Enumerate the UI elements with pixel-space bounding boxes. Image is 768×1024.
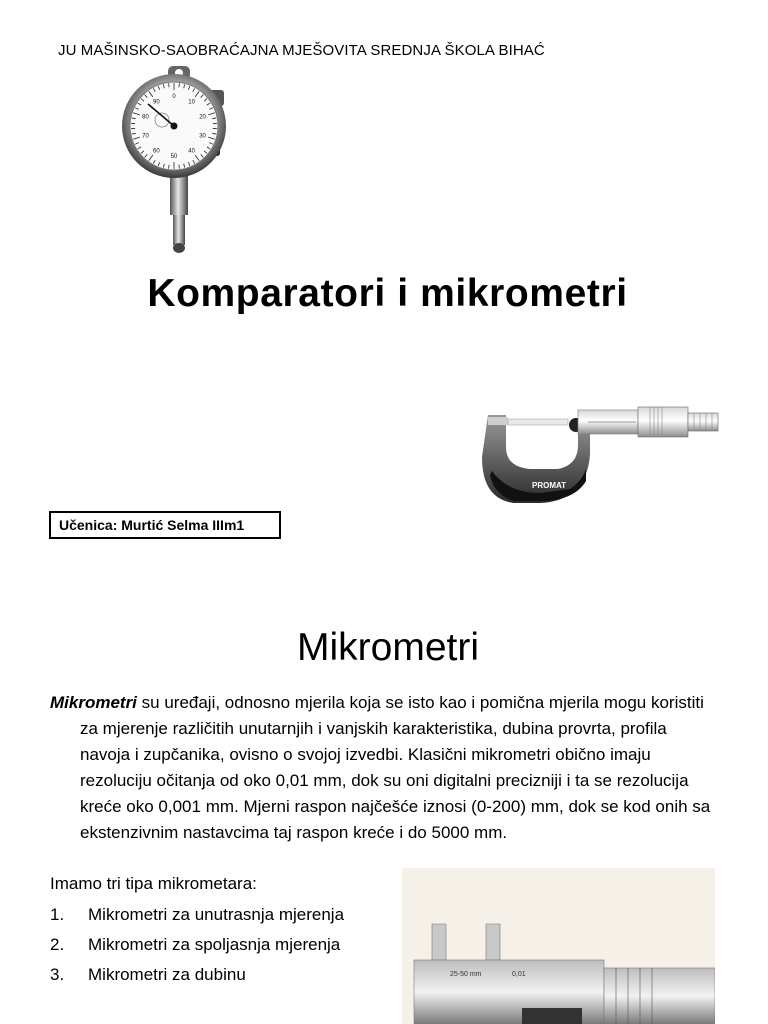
inside-mic-resolution-text: 0,01 xyxy=(512,971,526,978)
list-item xyxy=(50,965,246,985)
intro-paragraph xyxy=(50,690,720,846)
dial-tick xyxy=(169,165,170,169)
dial-number: 60 xyxy=(153,148,160,155)
list-text: Mikrometri za unutrasnja mjerenja xyxy=(88,905,345,924)
section-heading: Mikrometri xyxy=(297,626,479,669)
dial-number: 20 xyxy=(199,114,206,121)
dial-tick xyxy=(179,83,180,87)
page-title: Komparatori i mikrometri xyxy=(147,272,628,315)
dial-number: 40 xyxy=(188,148,195,155)
list-item xyxy=(50,935,340,955)
inside-micrometer-image xyxy=(402,868,715,1024)
inside-mic-scale-text: 25-50 mm xyxy=(450,971,482,978)
micrometer-brand-text: PROMAT xyxy=(532,481,567,490)
dial-number: 70 xyxy=(142,133,149,140)
dial-number: 30 xyxy=(199,133,206,140)
dial-tick xyxy=(179,165,180,169)
list-number: 1. xyxy=(50,905,65,924)
list-text: Mikrometri za spoljasnja mjerenja xyxy=(88,935,341,954)
dial-number: 0 xyxy=(172,94,176,100)
dial-gauge-image xyxy=(112,60,282,260)
student-name-box: Učenica: Murtić Selma IIIm1 xyxy=(49,511,281,539)
intro-text: su uređaji, odnosno mjerila koja se isto kao i pomična mjerila mogu koristiti za mjerenje različitih unutarnjih i vanjskih karakteristika, dubina provrta, profila navoja i zupčanika, ovisno o svojoj izvedbi. Klasični mikrometri obično imaju rezoluciju očitanja od oko 0,01 mm, dok su oni digitalni precizniji i ta se rezolucija kreće oko 0,001 mm. Mjerni raspon najčešće iznosi (0-200) mm, dok se kod onih sa ekstenzivnim nastavcima taj raspon kreće i do 5000 mm. xyxy=(80,693,711,842)
list-item xyxy=(50,905,344,925)
dial-number: 50 xyxy=(170,154,178,160)
dial-number: 10 xyxy=(188,99,195,106)
dial-number: 80 xyxy=(142,114,149,121)
micrometer-image xyxy=(478,385,723,515)
types-intro: Imamo tri tipa mikrometara: xyxy=(50,874,257,893)
intro-term: Mikrometri xyxy=(50,693,137,712)
dial-tick xyxy=(169,83,170,87)
list-number: 3. xyxy=(50,965,65,984)
dial-number: 90 xyxy=(153,99,160,106)
school-name: JU MAŠINSKO-SAOBRAĆAJNA MJEŠOVITA SREDNJA ŠKOLA BIHAĆ xyxy=(58,42,545,59)
list-text: Mikrometri za dubinu xyxy=(88,965,246,984)
list-number: 2. xyxy=(50,935,65,954)
